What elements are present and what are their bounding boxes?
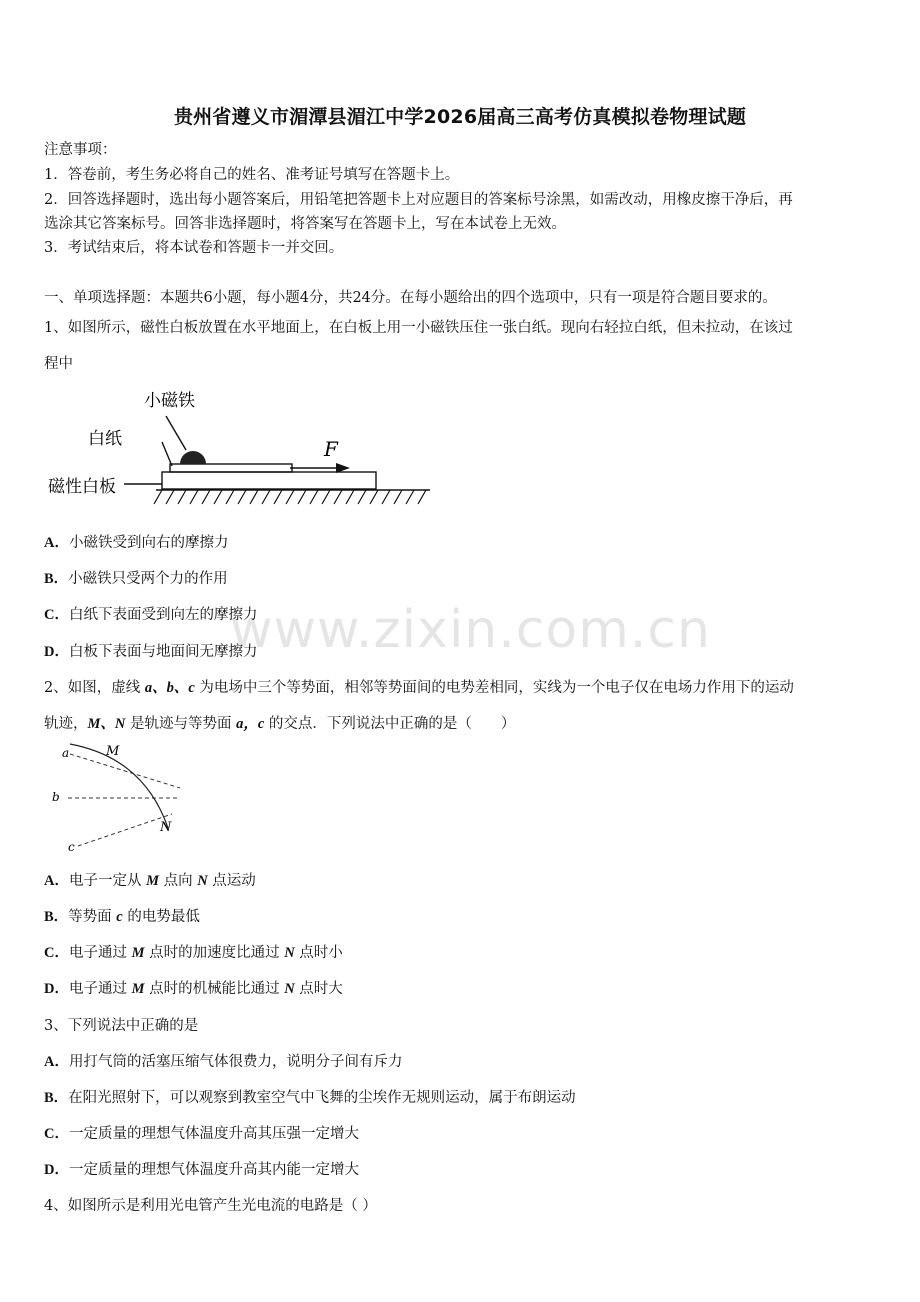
q2-option-c: C．电子通过 M 点时的加速度比通过 N 点时小: [44, 945, 343, 961]
q1-option-a: A．小磁铁受到向右的摩擦力: [44, 535, 229, 551]
label-paper: 白纸: [88, 429, 122, 449]
q1-stem-line1: 1、如图所示，磁性白板放置在水平地面上，在白板上用一小磁铁压住一张白纸。现向右轻拉白纸，但未拉动，在该过: [44, 320, 793, 336]
equipotential-c: [78, 814, 172, 846]
page-title: 贵州省遵义市湄潭县湄江中学2026届高三高考仿真模拟卷物理试题: [173, 106, 747, 128]
q1-figure: [44, 380, 436, 520]
notice-heading: 注意事项：: [44, 142, 117, 158]
q1-option-b: B．小磁铁只受两个力的作用: [44, 571, 228, 587]
q3-stem: 3、下列说法中正确的是: [44, 1018, 199, 1034]
notice-item-1: 1．答卷前，考生务必将自己的姓名、准考证号填写在答题卡上。: [44, 167, 460, 183]
q3-option-c: C．一定质量的理想气体温度升高其压强一定增大: [44, 1126, 359, 1142]
q3-option-d: D．一定质量的理想气体温度升高其内能一定增大: [44, 1162, 359, 1178]
notice-item-2-cont: 选涂其它答案标号。回答非选择题时，将答案写在答题卡上，写在本试卷上无效。: [44, 216, 566, 232]
watermark: www.zixin.com.cn: [230, 600, 711, 660]
magnetic-board-shape: [162, 472, 376, 489]
q2-option-d: D．电子通过 M 点时的机械能比通过 N 点时大: [44, 981, 343, 997]
q1-stem-line2: 程中: [44, 356, 73, 372]
section-heading: 一、单项选择题：本题共6小题，每小题4分，共24分。在每小题给出的四个选项中，只有一项是符合题目要求的。: [44, 290, 777, 306]
label-M: M: [106, 744, 120, 759]
label-b: b: [52, 790, 60, 804]
q2-option-a: A．电子一定从 M 点向 N 点运动: [44, 873, 256, 889]
q1-option-c: C．白纸下表面受到向左的摩擦力: [44, 607, 258, 623]
q2-figure: [44, 738, 194, 856]
label-c: c: [68, 840, 75, 854]
q3-option-a: A．用打气筒的活塞压缩气体很费力，说明分子间有斥力: [44, 1054, 403, 1070]
notice-item-2: 2．回答选择题时，选出每小题答案后，用铅笔把答题卡上对应题目的答案标号涂黑，如需改动，用橡皮擦干净后，再: [44, 192, 793, 208]
label-a: a: [62, 746, 70, 760]
q1-option-d: D．白板下表面与地面间无摩擦力: [44, 644, 258, 660]
q2-option-b: B．等势面 c 的电势最低: [44, 909, 200, 925]
q2-stem-line2: 轨迹，M、N 是轨迹与等势面 a，c 的交点．下列说法中正确的是（ ）: [44, 716, 516, 732]
q4-stem: 4、如图所示是利用光电管产生光电流的电路是（ ）: [44, 1198, 377, 1214]
label-force: F: [324, 437, 338, 461]
notice-item-3: 3．考试结束后，将本试卷和答题卡一并交回。: [44, 240, 344, 256]
paper-shape: [170, 464, 292, 472]
magnet-shape: [180, 451, 206, 464]
label-magnet: 小磁铁: [144, 391, 195, 411]
equipotential-a: [70, 754, 180, 788]
label-board: 磁性白板: [48, 477, 116, 497]
q3-option-b: B．在阳光照射下，可以观察到教室空气中飞舞的尘埃作无规则运动，属于布朗运动: [44, 1090, 576, 1106]
q2-stem-line1: 2、如图，虚线 a、b、c 为电场中三个等势面，相邻等势面间的电势差相同，实线为一个电子仅在电场力作用下的运动: [44, 680, 794, 696]
label-N: N: [160, 820, 172, 835]
